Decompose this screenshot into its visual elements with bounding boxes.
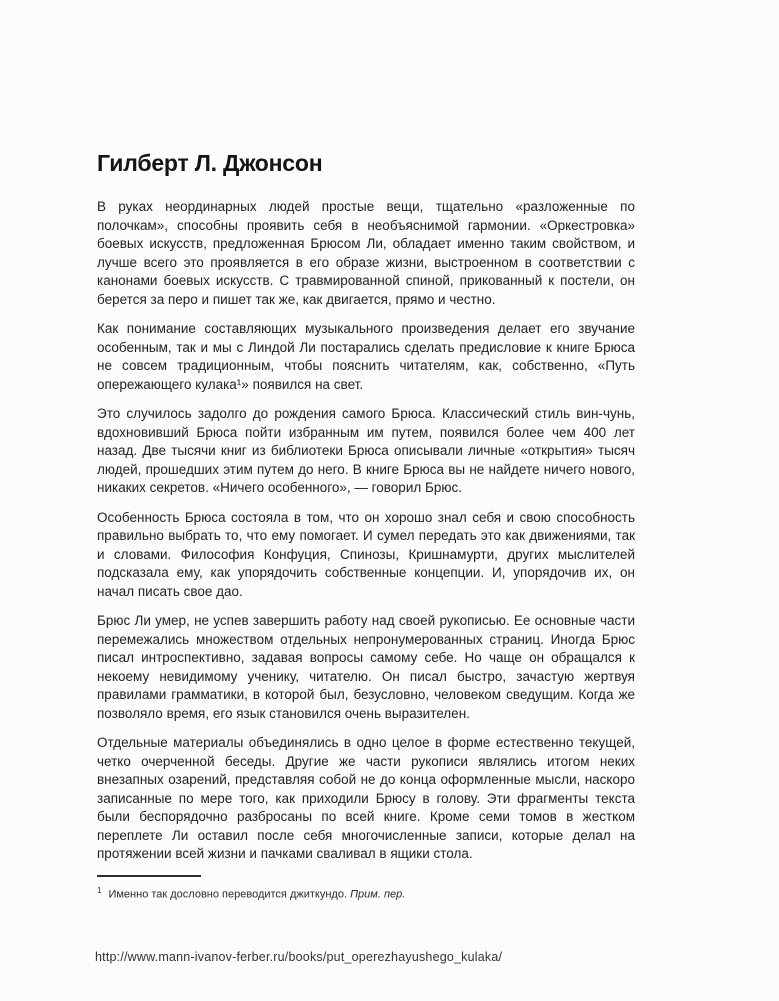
paragraph-1: В руках неординарных людей простые вещи, тщательно «разложенные по полочкам», способны проявить себя в необъяснимой гармонии. «Оркестровка» боевых искусств, предложенная Брюсом Ли, обладает именно таким свойством, и лучше всего это проявляется в его образе жизни, выстроенном в соответствии с канонами боевых искусств. С травмированной спиной, прикованный к постели, он берется за перо и пишет так же, как двигается, прямо и честно.	[97, 199, 635, 307]
footnote	[97, 883, 635, 903]
footnote-attribution: Прим. пер.	[350, 888, 406, 901]
paragraph-4: Особенность Брюса состояла в том, что он хорошо знал себя и свою способность правильно выбрать то, что ему помогает. И сумел передать это как движениями, так и словами. Философия Конфуция, Спинозы, Кришнамурти, других мыслителей подсказала ему, как упорядочить собственные концепции. И, упорядочив их, он начал писать свое дао.	[97, 509, 635, 599]
footnote-text: Именно так дословно переводится джиткундо.	[108, 888, 348, 901]
paragraph-3: Это случилось задолго до рождения самого Брюса. Классический стиль вин-чунь, вдохновивший Брюса пойти избранным им путем, появился более чем 400 лет назад. Две тысячи книг из библиотеки Брюса описывали личные «открытия» тысяч людей, прошедших этим путем до него. В книге Брюса вы не найдете ничего нового, никаких секретов. «Ничего особенного», — говорил Брюс.	[97, 406, 635, 496]
footnote-rule	[97, 875, 201, 877]
source-url-link[interactable]: http://www.mann-ivanov-ferber.ru/books/put_operezhayushego_kulaka/	[95, 950, 503, 964]
page-title: Гилберт Л. Джонсон	[97, 150, 323, 176]
paragraph-5: Брюс Ли умер, не успев завершить работу над своей рукописью. Ее основные части перемежались множеством отдельных непронумерованных страниц. Иногда Брюс писал интроспективно, задавая вопросы самому себе. Но чаще он обращался к некоему невидимому ученику, читателю. Он писал быстро, зачастую жертвуя правилами грамматики, в которой был, безусловно, человеком сведущим. Когда же позволяло время, его язык становился очень выразителен.	[97, 613, 635, 721]
page-content	[97, 150, 635, 903]
footnote-block	[97, 875, 635, 903]
paragraph-6: Отдельные материалы объединялись в одно целое в форме естественно текущей, четко очерченной беседы. Другие же части рукописи являлись итогом неких внезапных озарений, представляя собой не до конца оформленные мысли, наскоро записанные по мере того, как приходили Брюсу в голову. Эти фрагменты текста были беспорядочно разбросаны по всей книге. Кроме семи томов в жестком переплете Ли оставил после себя многочисленные записи, которые делал на протяжении всей жизни и пачками сваливал в ящики стола.	[97, 735, 635, 862]
paragraph-2: Как понимание составляющих музыкального произведения делает его звучание особенным, так и мы с Линдой Ли постарались сделать предисловие к книге Брюса не совсем традиционным, чтобы пояснить читателям, как, собственно, «Путь опережающего кулака¹» появился на свет.	[97, 321, 635, 392]
footnote-marker: 1	[97, 885, 102, 895]
